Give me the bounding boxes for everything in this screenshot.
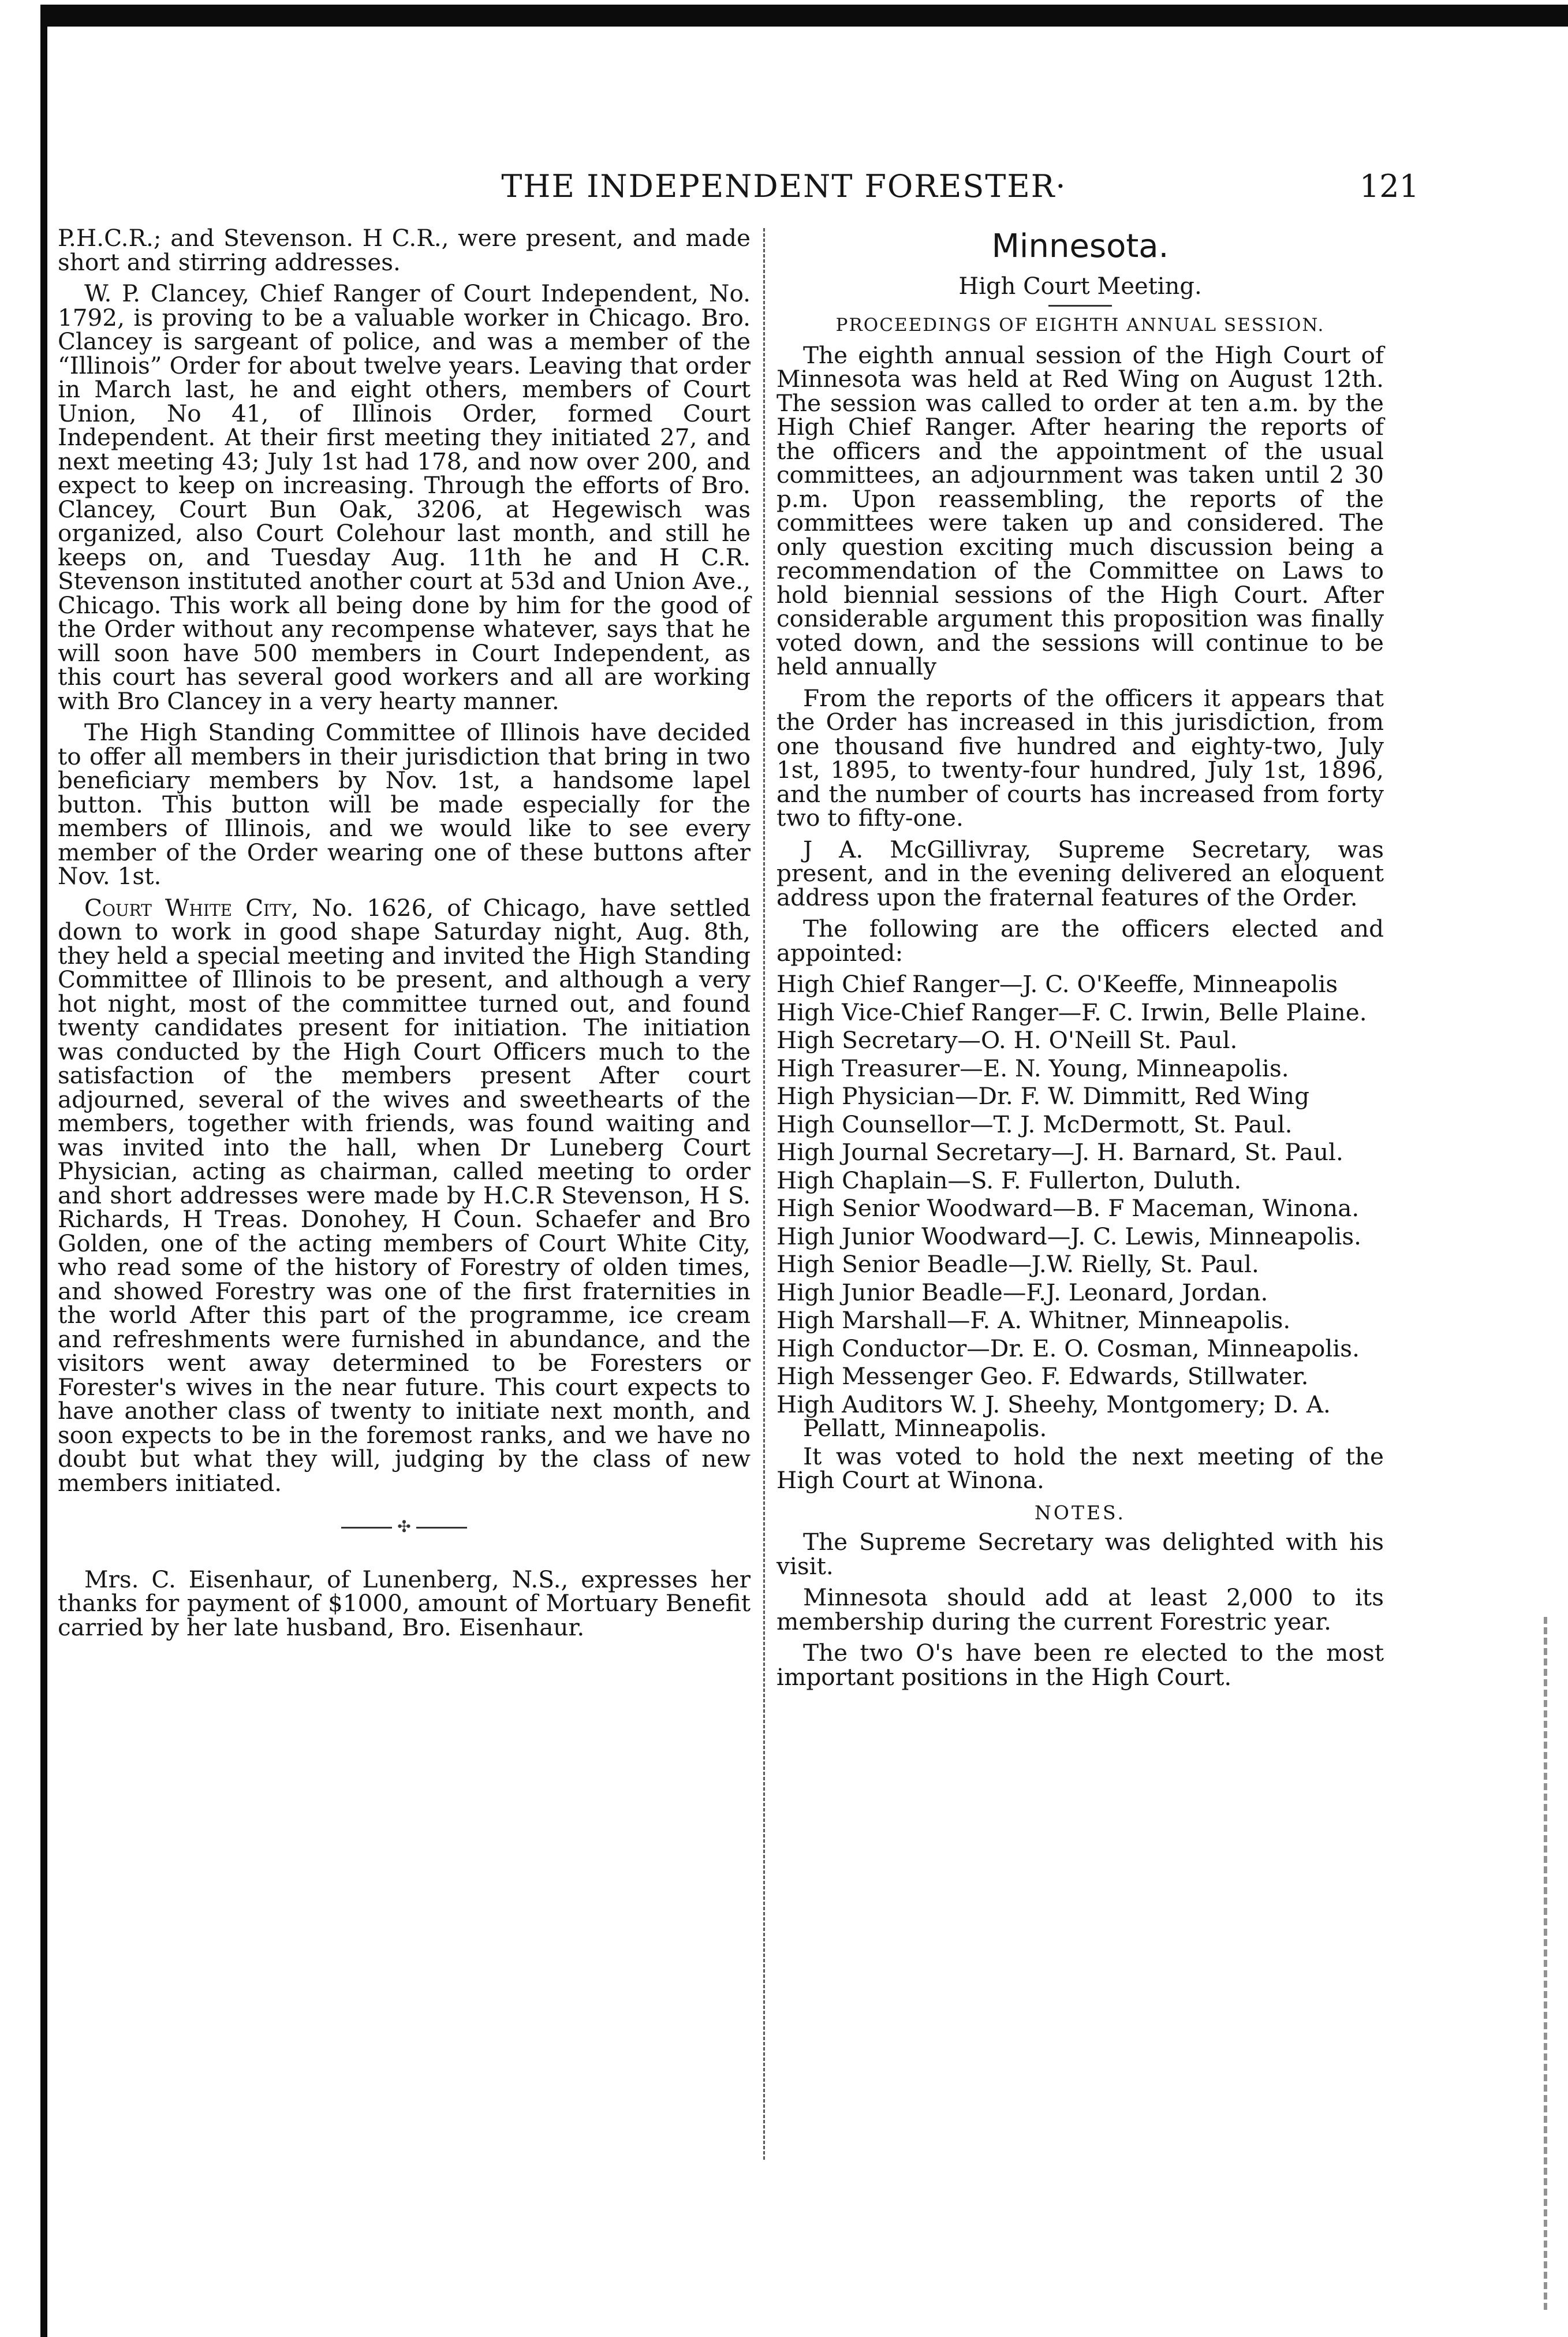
officer-entry: High Journal Secretary—J. H. Barnard, St. Paul. xyxy=(776,1138,1343,1166)
officer-entry: High Vice-Chief Ranger—F. C. Irwin, Belle Plaine. xyxy=(776,998,1367,1026)
running-title: THE INDEPENDENT FORESTER· xyxy=(501,168,1067,204)
officer-entry: High Chaplain—S. F. Fullerton, Duluth. xyxy=(776,1166,1242,1194)
column-divider xyxy=(763,228,765,2160)
proceedings-heading: PROCEEDINGS OF EIGHTH ANNUAL SESSION. xyxy=(835,315,1325,336)
court-white-city-body: No. 1626, of Chicago, have settled down to work in good shape Saturday night, Aug. 8th, they held a special meeting and invited the High Standing Committee of Illinois to be present, and although a very hot night, most of the committee turned out, and found twenty candidates present for initiation. The initiation was conducted by the High Court Officers much to the satisfaction of the members present After court adjourned, several of the wives and sweethearts of the members, together with friends, was found waiting and was invited into the hall, when Dr Luneberg Court Physician, acting as chairman, called meeting to order and short addresses were made by H.C.R Stevenson, H S. Richards, H Treas. Donohey, H Coun. Schaefer and Bro Golden, one of the acting members of Court White City, who read some of the history of Forestry of olden times, and showed Forestry was one of the first fraternities in the world After this part of the programme, ice cream and refreshments were furnished in abundance, and the visitors went away determined to be Foresters or Forester's wives in the near future. This court expects to have another class of twenty to initiate next month, and soon expects to be in the foremost ranks, and we have no doubt but what they will, judging by the class of new members initiated. xyxy=(58,893,751,1497)
note-reelection: The two O's have been re elected to the most important positions in the High Court. xyxy=(776,1639,1384,1691)
officer-entry: High Senior Beadle—J.W. Rielly, St. Paul. xyxy=(776,1250,1259,1278)
officer-entry: High Senior Woodward—B. F Maceman, Winona. xyxy=(776,1194,1360,1222)
officer-entry: High Treasurer—E. N. Young, Minneapolis. xyxy=(776,1054,1289,1082)
paragraph-membership-growth: From the reports of the officers it appears that the Order has increased in this jurisdiction, from one thousand five hundred and eighty-two, July 1st, 1895, to twenty-four hundred, July 1st, 1896, and the number of courts has increased from forty two to fifty-one. xyxy=(776,684,1384,832)
officer-entry: High Junior Woodward—J. C. Lewis, Minneapolis. xyxy=(776,1222,1362,1250)
paragraph-clancey: W. P. Clancey, Chief Ranger of Court Independent, No. 1792, is proving to be a valuable worker in Chicago. Bro. Clancey is sargeant of police, and was a member of the “Illinois” Order for about twelve years. Leaving that order in March last, he and eight others, members of Court Union, No 41, of Illinois Order, formed Court Independent. At their first meeting they initiated 27, and next meeting 43; July 1st had 178, and now over 200, and expect to keep on increasing. Through the efforts of Bro. Clancey, Court Bun Oak, 3206, at Hegewisch was organized, also Court Colehour last month, and still he keeps on, and Tuesday Aug. 11th he and H C.R. Stevenson instituted another court at 53d and Union Ave., Chicago. This work all being done by him for the good of the Order without any recompense whatever, says that he will soon have 500 members in Court Independent, as this court has several good workers and all are working with Bro Clancey in a very hearty manner. xyxy=(58,279,751,715)
paragraph-session-summary: The eighth annual session of the High Court of Minnesota was held at Red Wing on August 12th. The session was called to order at ten a.m. by the High Chief Ranger. After hearing the reports of the officers and the appointment of the usual committees, an adjournment was taken until 2 30 p.m. Upon reassembling, the reports of the committees were taken up and considered. The only question exciting much discussion being a recommendation of the Committee on Laws to hold biennial sessions of the High Court. After considerable argument this proposition was finally voted down, and the sessions will continue to be held annually xyxy=(776,341,1384,680)
top-border-rule xyxy=(40,5,1568,27)
paragraph-next-meeting: It was voted to hold the next meeting of the High Court at Winona. xyxy=(776,1442,1384,1494)
officer-entry: High Auditors W. J. Sheehy, Montgomery; D. A. Pellatt, Minneapolis. xyxy=(776,1390,1331,1442)
separator-line-left xyxy=(341,1527,392,1529)
paragraph-eisenhaur: Mrs. C. Eisenhaur, of Lunenberg, N.S., expresses her thanks for payment of $1000, amount of Mortuary Benefit carried by her late husband, Bro. Eisenhaur. xyxy=(58,1565,751,1641)
officer-entry: High Junior Beadle—F.J. Leonard, Jordan. xyxy=(776,1278,1268,1306)
left-column xyxy=(58,226,751,1647)
note-membership-goal: Minnesota should add at least 2,000 to its membership during the current Forestric year. xyxy=(776,1583,1384,1635)
court-white-city-lead: Court White City, xyxy=(84,893,299,922)
officer-entry: High Secretary—O. H. O'Neill St. Paul. xyxy=(776,1026,1238,1054)
paragraph-court-white-city xyxy=(58,893,751,1497)
page-number: 121 xyxy=(1359,168,1419,204)
page-edge-shadow xyxy=(1544,1617,1552,2310)
short-rule xyxy=(1048,305,1112,307)
officer-entry: High Chief Ranger—J. C. O'Keeffe, Minneapolis xyxy=(776,970,1338,998)
officer-entry: High Physician—Dr. F. W. Dimmitt, Red Wing xyxy=(776,1082,1310,1110)
paragraph-officers-intro: The following are the officers elected and appointed: xyxy=(776,915,1384,967)
separator-ornament: ✣ xyxy=(397,1517,411,1536)
subheading-high-court-meeting: High Court Meeting. xyxy=(958,273,1202,300)
officer-entry: High Counsellor—T. J. McDermott, St. Paul. xyxy=(776,1110,1293,1138)
notes-heading: NOTES. xyxy=(1035,1501,1126,1524)
note-supreme-secretary: The Supreme Secretary was delighted with his visit. xyxy=(776,1528,1384,1580)
paragraph-lapel-button: The High Standing Committee of Illinois have decided to offer all members in their jurisdiction that bring in two beneficiary members by Nov. 1st, a handsome lapel button. This button will be made especially for the members of Illinois, and we would like to see every member of the Order wearing one of these buttons after Nov. 1st. xyxy=(58,718,751,890)
officer-entry: High Messenger Geo. F. Edwards, Stillwater. xyxy=(776,1362,1309,1390)
section-separator xyxy=(58,1515,751,1539)
right-column xyxy=(776,226,1384,1697)
officer-entry: High Conductor—Dr. E. O. Cosman, Minneapolis. xyxy=(776,1334,1360,1362)
paragraph-mcgillivray: J A. McGillivray, Supreme Secretary, was present, and in the evening delivered an eloquent address upon the fraternal features of the Order. xyxy=(776,835,1384,911)
paragraph-closing-addresses: P.H.C.R.; and Stevenson. H C.R., were present, and made short and stirring addresses. xyxy=(58,224,751,276)
section-title-minnesota: Minnesota. xyxy=(991,228,1169,265)
left-border-rule xyxy=(40,5,47,2337)
officer-entry: High Marshall—F. A. Whitner, Minneapolis. xyxy=(776,1306,1291,1334)
separator-line-right xyxy=(416,1527,467,1529)
